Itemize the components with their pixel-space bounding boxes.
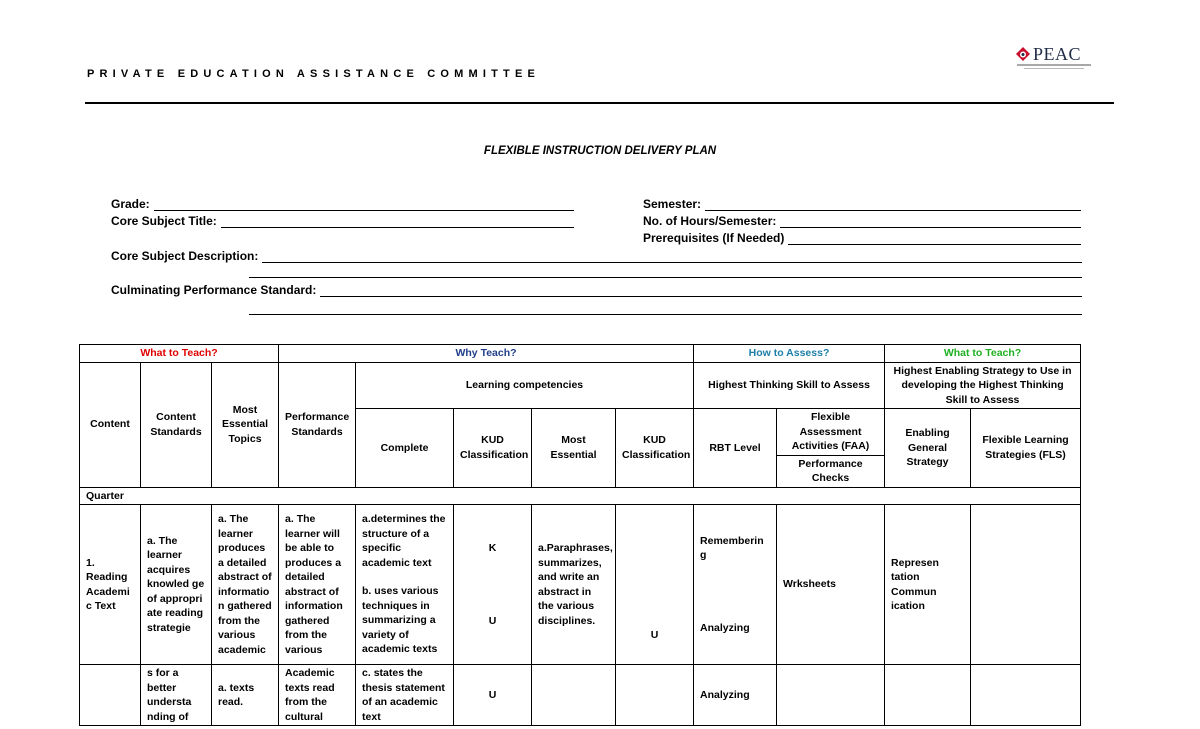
row1-rbt-b: Analyzing <box>700 621 750 634</box>
plan-title: FLEXIBLE INSTRUCTION DELIVERY PLAN <box>483 145 717 157</box>
culminating-standard-label: Culminating Performance Standard: <box>111 283 317 297</box>
row2-most-essential-topics: a. texts read. <box>212 665 279 726</box>
logo-tagline-line <box>1024 68 1084 69</box>
semester-label: Semester: <box>643 197 702 211</box>
row1-kud-a: K <box>488 542 497 554</box>
peac-logo-text: PEAC <box>1033 44 1082 64</box>
row1-rbt-a: Rememberin g <box>700 534 764 562</box>
group-what-to-teach: What to Teach? <box>80 345 279 363</box>
culminating-standard-field[interactable] <box>111 283 1082 297</box>
prerequisites-field[interactable] <box>643 231 1081 245</box>
row1-complete <box>356 505 454 665</box>
organization-name: PRIVATE EDUCATION ASSISTANCE COMMITTEE <box>87 68 541 80</box>
row2-rbt-level: Analyzing <box>694 665 777 726</box>
header-divider <box>85 102 1114 104</box>
core-subject-title-field[interactable] <box>111 214 574 228</box>
instruction-plan-table <box>79 344 1081 726</box>
description-continuation-line[interactable] <box>249 277 1082 278</box>
culminating-continuation-line[interactable] <box>249 314 1082 315</box>
header-performance-checks: Performance Checks <box>777 455 885 487</box>
header-most-essential-topics: Most Essential Topics <box>212 362 279 487</box>
row1-kud-b: U <box>488 614 497 627</box>
row2-faa <box>777 665 885 726</box>
hours-label: No. of Hours/Semester: <box>643 214 777 228</box>
row1-most-essential-topics: a. The learner produces a detailed abstract of informatio n gathered from the various academic <box>212 505 279 665</box>
header-content: Content <box>80 362 141 487</box>
row1-content-standards: a. The learner acquires knowled ge of appropri ate reading strategie <box>141 505 212 665</box>
group-why-teach: Why Teach? <box>279 345 694 363</box>
header-learning-competencies: Learning competencies <box>356 362 694 409</box>
row1-kud2-value: U <box>650 629 659 642</box>
grade-field[interactable] <box>111 197 574 211</box>
peac-logo <box>1016 44 1092 72</box>
header-flexible-assessment-activities: Flexible Assessment Activities (FAA) <box>777 409 885 456</box>
row2-fls <box>971 665 1081 726</box>
peac-logo-icon <box>1016 47 1030 61</box>
row1-complete-b: b. uses various techniques in summarizing a variety of academic texts <box>362 585 439 656</box>
row1-content: 1. Reading Academi c Text <box>80 505 141 665</box>
grade-label: Grade: <box>111 197 150 211</box>
table-row <box>80 505 1081 665</box>
row2-complete: c. states the thesis statement of an academic text <box>356 665 454 726</box>
header-kud-classification-2: KUD Classification <box>616 409 694 488</box>
row1-enabling-strategy: Represen tation Commun ication <box>885 505 971 665</box>
header-flexible-learning-strategies: Flexible Learning Strategies (FLS) <box>971 409 1081 488</box>
row1-performance-standards: a. The learner will be able to produces a detailed abstract of information gathered from the various <box>279 505 356 665</box>
row1-kud-2 <box>616 505 694 665</box>
row1-most-essential: a.Paraphrases, summarizes, and write an abstract in the various disciplines. <box>532 505 616 665</box>
header-performance-standards: Performance Standards <box>279 362 356 487</box>
header-kud-classification: KUD Classification <box>454 409 532 488</box>
header-highest-thinking-skill: Highest Thinking Skill to Assess <box>694 362 885 409</box>
header-most-essential: Most Essential <box>532 409 616 488</box>
core-subject-description-label: Core Subject Description: <box>111 249 259 263</box>
row2-most-essential <box>532 665 616 726</box>
header-rbt-level: RBT Level <box>694 409 777 488</box>
header-complete: Complete <box>356 409 454 488</box>
quarter-row: Quarter <box>80 487 1081 505</box>
header-highest-enabling-strategy: Highest Enabling Strategy to Use in developing the Highest Thinking Skill to Assess <box>885 362 1081 409</box>
row2-kud: U <box>454 665 532 726</box>
row2-performance-standards: Academic texts read from the cultural <box>279 665 356 726</box>
semester-field[interactable] <box>643 197 1081 211</box>
row1-kud <box>454 505 532 665</box>
row2-kud-2 <box>616 665 694 726</box>
logo-tagline-line <box>1017 64 1091 66</box>
core-subject-description-field[interactable] <box>111 249 1082 263</box>
row2-content-standards: s for a better understa nding of <box>141 665 212 726</box>
row2-enabling-strategy <box>885 665 971 726</box>
row1-fls <box>971 505 1081 665</box>
prerequisites-label: Prerequisites (If Needed) <box>643 231 785 245</box>
row1-faa: Wrksheets <box>777 505 885 665</box>
header-content-standards: Content Standards <box>141 362 212 487</box>
header-enabling-general-strategy: Enabling General Strategy <box>885 409 971 488</box>
table-row <box>80 665 1081 726</box>
core-subject-title-label: Core Subject Title: <box>111 214 217 228</box>
hours-field[interactable] <box>643 214 1081 228</box>
row2-content <box>80 665 141 726</box>
row1-rbt-level <box>694 505 777 665</box>
group-how-to-assess: How to Assess? <box>694 345 885 363</box>
group-what-to-teach-2: What to Teach? <box>885 345 1081 363</box>
row1-complete-a: a.determines the structure of a specific academic text <box>362 513 446 569</box>
